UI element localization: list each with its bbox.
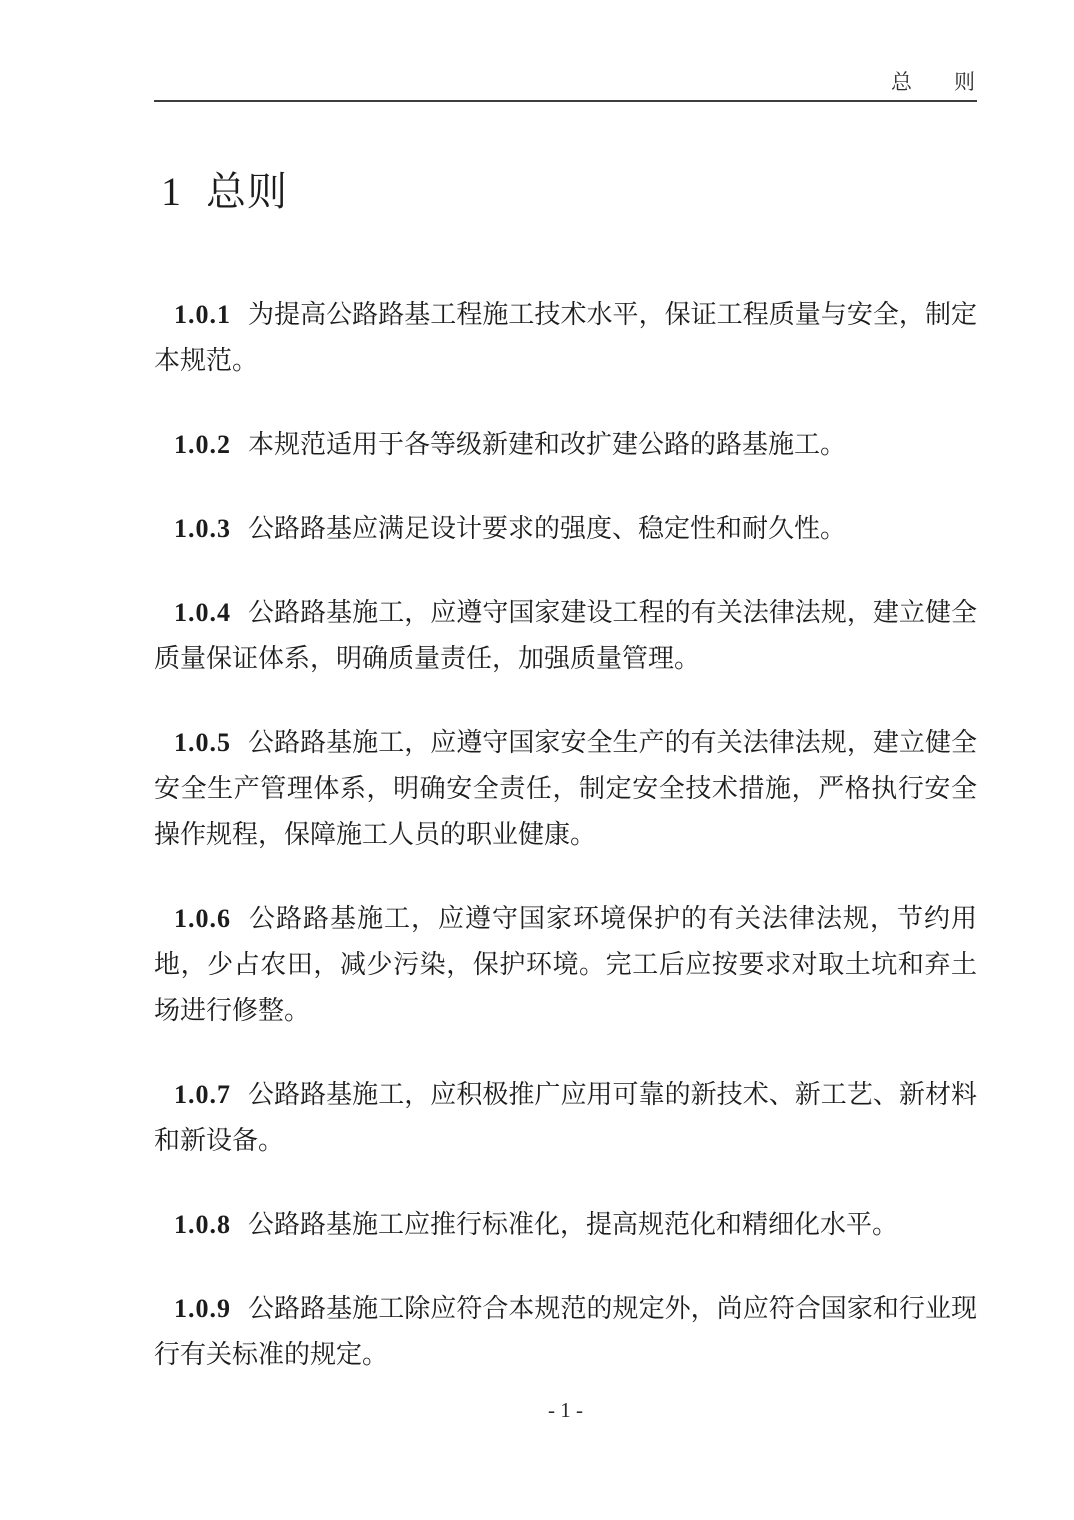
clause-text: 公路路基施工，应遵守国家安全生产的有关法律法规，建立健全安全生产管理体系，明确安全责任，制定安全技术措施，严格执行安全操作规程，保障施工人员的职业健康。 xyxy=(154,728,977,849)
clause-number: 1.0.8 xyxy=(174,1210,231,1239)
clause-number: 1.0.6 xyxy=(174,904,231,933)
clause-number: 1.0.4 xyxy=(174,598,231,627)
clause-text: 公路路基施工，应遵守国家环境保护的有关法律法规，节约用地，少占农田，减少污染，保护环境。完工后应按要求对取土坑和弃土场进行修整。 xyxy=(154,904,977,1025)
clause-text: 公路路基施工除应符合本规范的规定外，尚应符合国家和行业现行有关标准的规定。 xyxy=(154,1294,977,1369)
page-number-text: - 1 - xyxy=(548,1398,583,1422)
clause-number: 1.0.7 xyxy=(174,1080,231,1109)
clause-1-0-4 xyxy=(154,590,977,682)
chapter-title xyxy=(161,166,977,218)
clause-number: 1.0.3 xyxy=(174,514,231,543)
chapter-number: 1 xyxy=(161,169,182,214)
clause-text: 公路路基应满足设计要求的强度、稳定性和耐久性。 xyxy=(248,514,847,543)
clause-1-0-3 xyxy=(154,506,977,552)
clause-1-0-1 xyxy=(154,292,977,384)
page-number xyxy=(154,1398,977,1423)
clause-text: 本规范适用于各等级新建和改扩建公路的路基施工。 xyxy=(248,430,847,459)
clause-1-0-8 xyxy=(154,1202,977,1248)
clause-number: 1.0.1 xyxy=(174,300,231,329)
clause-text: 为提高公路路基工程施工技术水平，保证工程质量与安全，制定本规范。 xyxy=(154,300,977,375)
clause-1-0-5 xyxy=(154,720,977,858)
content-column xyxy=(154,0,977,1520)
clause-number: 1.0.5 xyxy=(174,728,231,757)
running-header xyxy=(154,0,977,102)
clause-1-0-7 xyxy=(154,1072,977,1164)
clause-text: 公路路基施工，应遵守国家建设工程的有关法律法规，建立健全质量保证体系，明确质量责任，加强质量管理。 xyxy=(154,598,977,673)
clause-1-0-6 xyxy=(154,896,977,1034)
chapter-title-text: 总则 xyxy=(206,169,288,214)
clause-text: 公路路基施工应推行标准化，提高规范化和精细化水平。 xyxy=(248,1210,899,1239)
clause-number: 1.0.2 xyxy=(174,430,231,459)
clause-number: 1.0.9 xyxy=(174,1294,231,1323)
clause-1-0-9 xyxy=(154,1286,977,1378)
clause-text: 公路路基施工，应积极推广应用可靠的新技术、新工艺、新材料和新设备。 xyxy=(154,1080,977,1155)
chapter-body xyxy=(154,292,977,1378)
running-header-title: 总 则 xyxy=(891,70,975,94)
clause-1-0-2 xyxy=(154,422,977,468)
